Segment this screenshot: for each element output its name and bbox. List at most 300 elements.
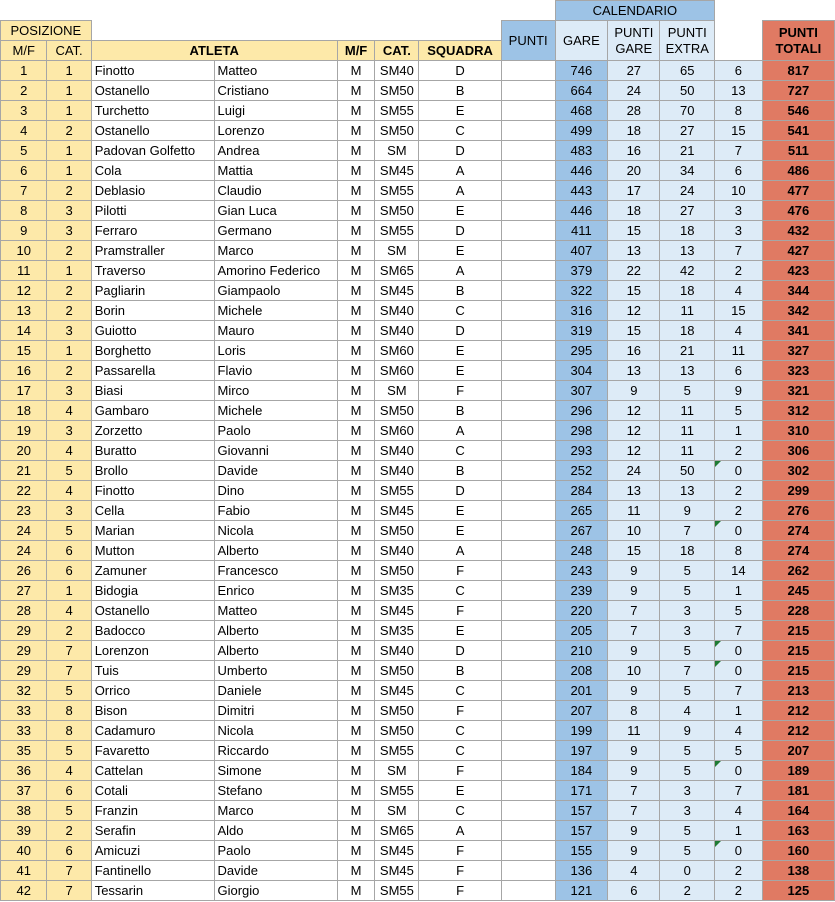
extra-cell: 5 <box>715 601 763 621</box>
table-row <box>1 801 835 821</box>
extra-cell: 3 <box>715 201 763 221</box>
pos-cell: 5 <box>1 141 47 161</box>
blank-cell <box>715 21 763 41</box>
name-cell: Lorenzo <box>214 121 337 141</box>
gare-cell: 12 <box>608 421 660 441</box>
gare-cell: 9 <box>608 841 660 861</box>
punti-cell: 295 <box>555 341 608 361</box>
table-row <box>1 661 835 681</box>
table-row <box>1 381 835 401</box>
extra-cell: 4 <box>715 721 763 741</box>
team-cell: E <box>419 781 501 801</box>
punti-gare-cell: 4 <box>660 701 715 721</box>
surname-cell: Badocco <box>91 621 214 641</box>
table-row <box>1 621 835 641</box>
team-cell: E <box>419 501 501 521</box>
name-cell: Giovanni <box>214 441 337 461</box>
cat-pos-cell: 1 <box>47 61 91 81</box>
pos-cell: 32 <box>1 681 47 701</box>
category-cell: SM50 <box>375 561 419 581</box>
table-row <box>1 181 835 201</box>
surname-cell: Pagliarin <box>91 281 214 301</box>
gare-cell: 4 <box>608 861 660 881</box>
team-cell: A <box>419 181 501 201</box>
extra-cell: 1 <box>715 821 763 841</box>
spacer-cell <box>501 521 555 541</box>
team-cell: F <box>419 861 501 881</box>
totale-cell: 344 <box>762 281 834 301</box>
punti-cell: 298 <box>555 421 608 441</box>
punti-cell: 664 <box>555 81 608 101</box>
punti-gare-cell: 3 <box>660 601 715 621</box>
team-cell: B <box>419 461 501 481</box>
blank-cell <box>337 21 375 41</box>
category-cell: SM55 <box>375 741 419 761</box>
table-row <box>1 221 835 241</box>
table-row <box>1 561 835 581</box>
name-cell: Luigi <box>214 101 337 121</box>
cat-pos-cell: 1 <box>47 581 91 601</box>
gare-cell: 9 <box>608 381 660 401</box>
punti-cell: 293 <box>555 441 608 461</box>
team-cell: A <box>419 261 501 281</box>
name-cell: Mirco <box>214 381 337 401</box>
team-cell: A <box>419 421 501 441</box>
surname-cell: Cola <box>91 161 214 181</box>
gare-cell: 24 <box>608 81 660 101</box>
table-row <box>1 281 835 301</box>
totale-cell: 432 <box>762 221 834 241</box>
table-row <box>1 101 835 121</box>
table-row <box>1 201 835 221</box>
totale-cell: 423 <box>762 261 834 281</box>
spacer-cell <box>501 881 555 901</box>
totale-cell: 541 <box>762 121 834 141</box>
team-cell: A <box>419 541 501 561</box>
mf-pos-header: M/F <box>1 41 47 61</box>
spacer-cell <box>501 381 555 401</box>
extra-cell: 2 <box>715 261 763 281</box>
surname-cell: Bidogia <box>91 581 214 601</box>
team-cell: F <box>419 841 501 861</box>
team-cell: E <box>419 361 501 381</box>
team-cell: E <box>419 101 501 121</box>
cat-pos-cell: 3 <box>47 221 91 241</box>
category-cell: SM <box>375 381 419 401</box>
totale-cell: 341 <box>762 321 834 341</box>
blank-cell <box>715 41 763 61</box>
surname-cell: Zorzetto <box>91 421 214 441</box>
surname-cell: Traverso <box>91 261 214 281</box>
table-row <box>1 301 835 321</box>
cat-pos-cell: 1 <box>47 81 91 101</box>
cat-pos-cell: 1 <box>47 101 91 121</box>
spacer-cell <box>501 621 555 641</box>
spacer-cell <box>501 61 555 81</box>
gare-cell: 9 <box>608 581 660 601</box>
surname-cell: Ostanello <box>91 81 214 101</box>
category-cell: SM55 <box>375 221 419 241</box>
mf-cell: M <box>337 601 375 621</box>
spacer-cell <box>501 201 555 221</box>
table-row <box>1 581 835 601</box>
category-cell: SM45 <box>375 841 419 861</box>
extra-cell: 6 <box>715 361 763 381</box>
totale-cell: 228 <box>762 601 834 621</box>
table-row <box>1 721 835 741</box>
name-cell: Amorino Federico <box>214 261 337 281</box>
atleta-header: ATLETA <box>91 41 337 61</box>
table-row <box>1 441 835 461</box>
spacer-cell <box>501 401 555 421</box>
punti-cell: 296 <box>555 401 608 421</box>
table-row <box>1 641 835 661</box>
name-cell: Stefano <box>214 781 337 801</box>
cat-pos-cell: 2 <box>47 281 91 301</box>
punti-cell: 407 <box>555 241 608 261</box>
category-cell: SM45 <box>375 601 419 621</box>
spacer-cell <box>501 741 555 761</box>
punti-gare-cell: 18 <box>660 321 715 341</box>
name-cell: Loris <box>214 341 337 361</box>
surname-cell: Orrico <box>91 681 214 701</box>
pos-cell: 29 <box>1 661 47 681</box>
name-cell: Dimitri <box>214 701 337 721</box>
surname-cell: Biasi <box>91 381 214 401</box>
punti-gare-cell: 3 <box>660 781 715 801</box>
blank-cell <box>715 1 763 21</box>
totale-cell: 427 <box>762 241 834 261</box>
category-cell: SM <box>375 141 419 161</box>
spacer-cell <box>501 421 555 441</box>
surname-cell: Favaretto <box>91 741 214 761</box>
pos-cell: 29 <box>1 621 47 641</box>
blank-cell <box>419 1 501 21</box>
name-cell: Simone <box>214 761 337 781</box>
extra-cell: 15 <box>715 121 763 141</box>
mf-header: M/F <box>337 41 375 61</box>
mf-cell: M <box>337 861 375 881</box>
punti-gare-cell: 0 <box>660 861 715 881</box>
totale-cell: 160 <box>762 841 834 861</box>
spacer-cell <box>501 281 555 301</box>
totale-cell: 477 <box>762 181 834 201</box>
punti-gare-cell: 5 <box>660 821 715 841</box>
pos-cell: 3 <box>1 101 47 121</box>
extra-cell: 2 <box>715 861 763 881</box>
category-cell: SM50 <box>375 401 419 421</box>
gare-cell: 17 <box>608 181 660 201</box>
name-cell: Nicola <box>214 521 337 541</box>
spacer-cell <box>501 801 555 821</box>
pos-cell: 28 <box>1 601 47 621</box>
punti-gare-cell: 7 <box>660 521 715 541</box>
surname-cell: Padovan Golfetto <box>91 141 214 161</box>
pos-cell: 6 <box>1 161 47 181</box>
pos-cell: 38 <box>1 801 47 821</box>
surname-cell: Ostanello <box>91 601 214 621</box>
extra-cell: 7 <box>715 621 763 641</box>
punti-cell: 197 <box>555 741 608 761</box>
cat-pos-cell: 8 <box>47 701 91 721</box>
mf-cell: M <box>337 141 375 161</box>
extra-cell: 1 <box>715 581 763 601</box>
pos-cell: 33 <box>1 721 47 741</box>
extra-cell: 3 <box>715 221 763 241</box>
spacer-cell <box>501 161 555 181</box>
category-cell: SM <box>375 761 419 781</box>
surname-cell: Cotali <box>91 781 214 801</box>
extra-cell: 2 <box>715 481 763 501</box>
team-cell: D <box>419 481 501 501</box>
mf-cell: M <box>337 501 375 521</box>
pos-cell: 33 <box>1 701 47 721</box>
punti-gare-cell: 7 <box>660 661 715 681</box>
name-cell: Dino <box>214 481 337 501</box>
mf-cell: M <box>337 741 375 761</box>
table-row <box>1 241 835 261</box>
surname-cell: Cadamuro <box>91 721 214 741</box>
category-cell: SM40 <box>375 441 419 461</box>
surname-cell: Borghetto <box>91 341 214 361</box>
name-cell: Andrea <box>214 141 337 161</box>
spacer-cell <box>501 81 555 101</box>
surname-cell: Turchetto <box>91 101 214 121</box>
table-row <box>1 481 835 501</box>
surname-cell: Marian <box>91 521 214 541</box>
extra-cell: 2 <box>715 441 763 461</box>
blank-cell <box>762 1 834 21</box>
pos-cell: 11 <box>1 261 47 281</box>
punti-cell: 157 <box>555 821 608 841</box>
cat-pos-cell: 5 <box>47 741 91 761</box>
blank-cell <box>375 21 419 41</box>
mf-cell: M <box>337 721 375 741</box>
punti-gare-cell: 3 <box>660 621 715 641</box>
punti-gare-cell: 5 <box>660 561 715 581</box>
punti-cell: 267 <box>555 521 608 541</box>
spacer-cell <box>501 221 555 241</box>
team-cell: E <box>419 521 501 541</box>
name-cell: Mauro <box>214 321 337 341</box>
pos-cell: 15 <box>1 341 47 361</box>
gare-cell: 9 <box>608 741 660 761</box>
punti-cell: 443 <box>555 181 608 201</box>
spacer-cell <box>501 581 555 601</box>
blank-cell <box>91 21 214 41</box>
punti-cell: 220 <box>555 601 608 621</box>
pos-cell: 18 <box>1 401 47 421</box>
team-cell: A <box>419 821 501 841</box>
cat-pos-cell: 7 <box>47 881 91 901</box>
blank-cell <box>1 1 47 21</box>
punti-cell: 248 <box>555 541 608 561</box>
punti-gare-cell: 5 <box>660 641 715 661</box>
blank-cell <box>214 1 337 21</box>
name-cell: Francesco <box>214 561 337 581</box>
spacer-cell <box>501 661 555 681</box>
extra-cell: 0 <box>715 521 763 541</box>
mf-cell: M <box>337 101 375 121</box>
pos-cell: 21 <box>1 461 47 481</box>
gare-header: GARE <box>555 21 608 61</box>
name-cell: Paolo <box>214 841 337 861</box>
cat-pos-cell: 2 <box>47 621 91 641</box>
punti-gare-line1: PUNTI <box>614 24 654 40</box>
table-row <box>1 61 835 81</box>
totale-cell: 212 <box>762 701 834 721</box>
blank-cell <box>375 1 419 21</box>
punti-gare-cell: 65 <box>660 61 715 81</box>
punti-gare-cell: 5 <box>660 381 715 401</box>
category-cell: SM45 <box>375 861 419 881</box>
name-cell: Gian Luca <box>214 201 337 221</box>
surname-cell: Franzin <box>91 801 214 821</box>
extra-cell: 0 <box>715 641 763 661</box>
category-cell: SM <box>375 801 419 821</box>
name-cell: Fabio <box>214 501 337 521</box>
table-row <box>1 881 835 901</box>
pos-cell: 22 <box>1 481 47 501</box>
name-cell: Flavio <box>214 361 337 381</box>
punti-cell: 201 <box>555 681 608 701</box>
mf-cell: M <box>337 61 375 81</box>
table-row <box>1 861 835 881</box>
name-cell: Enrico <box>214 581 337 601</box>
squadra-header: SQUADRA <box>419 41 501 61</box>
pos-cell: 17 <box>1 381 47 401</box>
extra-cell: 7 <box>715 781 763 801</box>
cat-pos-cell: 1 <box>47 341 91 361</box>
mf-cell: M <box>337 381 375 401</box>
table-row <box>1 821 835 841</box>
punti-cell: 322 <box>555 281 608 301</box>
category-cell: SM65 <box>375 821 419 841</box>
table-row <box>1 261 835 281</box>
team-cell: C <box>419 441 501 461</box>
table-row <box>1 601 835 621</box>
spacer-cell <box>501 541 555 561</box>
surname-cell: Cattelan <box>91 761 214 781</box>
mf-cell: M <box>337 701 375 721</box>
team-cell: E <box>419 621 501 641</box>
totale-cell: 245 <box>762 581 834 601</box>
surname-cell: Deblasio <box>91 181 214 201</box>
mf-cell: M <box>337 801 375 821</box>
punti-cell: 207 <box>555 701 608 721</box>
category-cell: SM60 <box>375 361 419 381</box>
team-cell: F <box>419 761 501 781</box>
gare-cell: 9 <box>608 761 660 781</box>
punti-cell: 316 <box>555 301 608 321</box>
table-row <box>1 161 835 181</box>
gare-cell: 10 <box>608 521 660 541</box>
category-cell: SM50 <box>375 201 419 221</box>
extra-cell: 8 <box>715 541 763 561</box>
mf-cell: M <box>337 281 375 301</box>
pos-cell: 41 <box>1 861 47 881</box>
surname-cell: Finotto <box>91 481 214 501</box>
cat-pos-cell: 5 <box>47 521 91 541</box>
totale-cell: 163 <box>762 821 834 841</box>
mf-cell: M <box>337 321 375 341</box>
pos-cell: 12 <box>1 281 47 301</box>
name-cell: Giampaolo <box>214 281 337 301</box>
punti-cell: 252 <box>555 461 608 481</box>
table-row <box>1 321 835 341</box>
extra-cell: 9 <box>715 381 763 401</box>
cat-pos-cell: 3 <box>47 321 91 341</box>
extra-cell: 14 <box>715 561 763 581</box>
spacer-cell <box>501 321 555 341</box>
pos-cell: 2 <box>1 81 47 101</box>
name-cell: Nicola <box>214 721 337 741</box>
pos-cell: 8 <box>1 201 47 221</box>
cat-pos-cell: 2 <box>47 181 91 201</box>
mf-cell: M <box>337 341 375 361</box>
gare-cell: 9 <box>608 821 660 841</box>
totale-cell: 213 <box>762 681 834 701</box>
extra-cell: 15 <box>715 301 763 321</box>
mf-cell: M <box>337 541 375 561</box>
extra-cell: 8 <box>715 101 763 121</box>
punti-gare-cell: 18 <box>660 281 715 301</box>
punti-gare-cell: 11 <box>660 421 715 441</box>
category-cell: SM45 <box>375 681 419 701</box>
cat-pos-cell: 5 <box>47 681 91 701</box>
mf-cell: M <box>337 221 375 241</box>
table-row <box>1 541 835 561</box>
name-cell: Cristiano <box>214 81 337 101</box>
extra-cell: 4 <box>715 281 763 301</box>
name-cell: Giorgio <box>214 881 337 901</box>
punti-cell: 265 <box>555 501 608 521</box>
extra-cell: 7 <box>715 241 763 261</box>
cat-pos-cell: 1 <box>47 261 91 281</box>
punti-cell: 468 <box>555 101 608 121</box>
blank-cell <box>501 1 555 21</box>
category-cell: SM50 <box>375 701 419 721</box>
gare-cell: 22 <box>608 261 660 281</box>
table-row <box>1 841 835 861</box>
punti-cell: 284 <box>555 481 608 501</box>
cat-pos-cell: 3 <box>47 381 91 401</box>
spacer-cell <box>501 821 555 841</box>
extra-cell: 1 <box>715 421 763 441</box>
spacer-cell <box>501 181 555 201</box>
spacer-cell <box>501 601 555 621</box>
name-cell: Aldo <box>214 821 337 841</box>
punti-gare-cell: 42 <box>660 261 715 281</box>
spacer-cell <box>501 261 555 281</box>
category-cell: SM55 <box>375 781 419 801</box>
pos-cell: 7 <box>1 181 47 201</box>
team-cell: F <box>419 601 501 621</box>
gare-cell: 20 <box>608 161 660 181</box>
gare-cell: 13 <box>608 361 660 381</box>
name-cell: Alberto <box>214 541 337 561</box>
mf-cell: M <box>337 581 375 601</box>
team-cell: F <box>419 881 501 901</box>
surname-cell: Pramstraller <box>91 241 214 261</box>
category-cell: SM40 <box>375 301 419 321</box>
gare-cell: 12 <box>608 401 660 421</box>
pos-cell: 42 <box>1 881 47 901</box>
mf-cell: M <box>337 761 375 781</box>
cat-pos-cell: 5 <box>47 461 91 481</box>
surname-cell: Gambaro <box>91 401 214 421</box>
punti-gare-cell: 34 <box>660 161 715 181</box>
